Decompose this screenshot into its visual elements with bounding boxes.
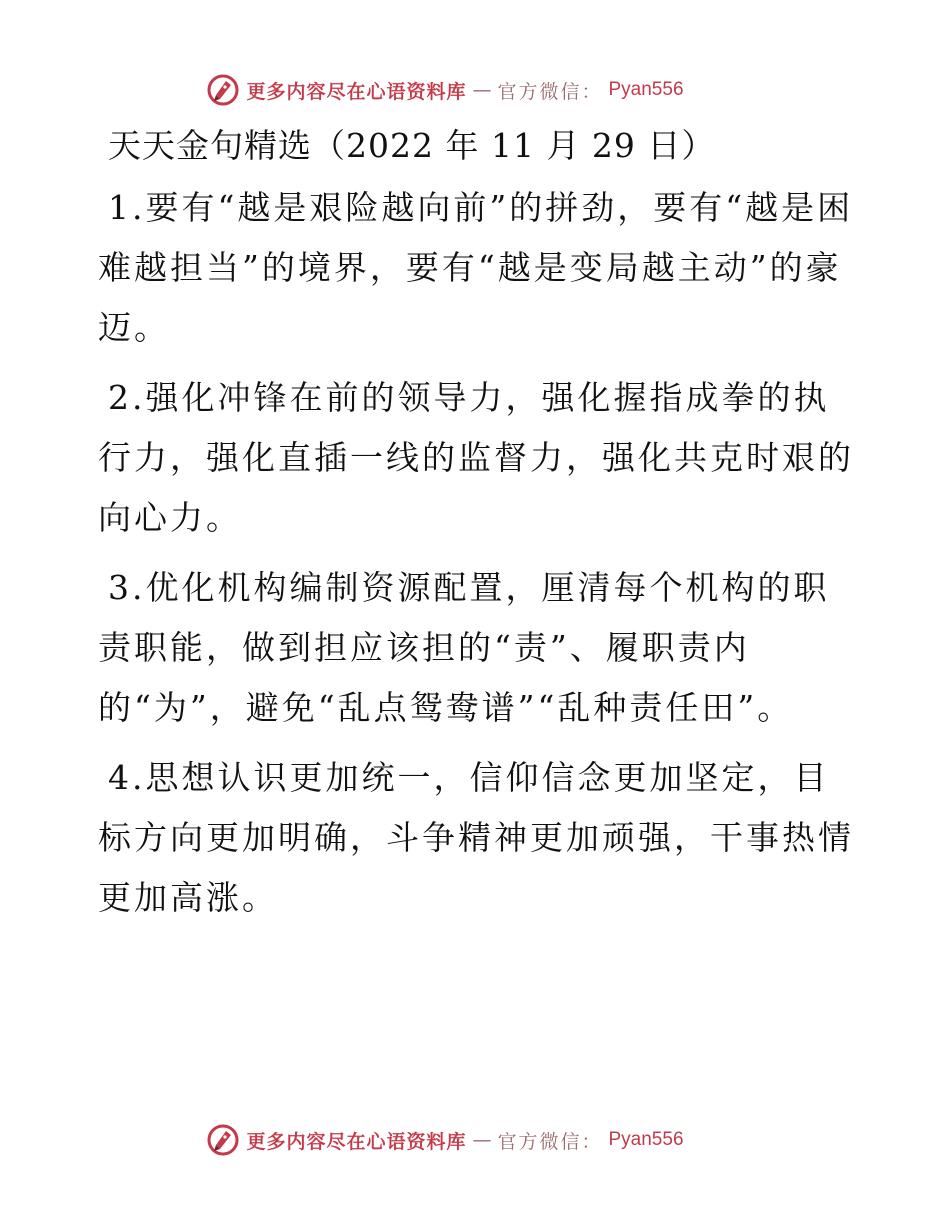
pen-nib-circle-icon — [206, 73, 240, 107]
header-banner — [0, 70, 950, 110]
quote-item-2: 2.强化冲锋在前的领导力，强化握指成拳的执行力，强化直插一线的监督力，强化共克时艰的向心力。 — [98, 378, 854, 537]
banner-dash: — — [472, 1129, 492, 1151]
banner-content — [206, 1123, 683, 1157]
banner-wechat-id: Pyan556 — [608, 1129, 684, 1150]
document-body — [98, 122, 858, 938]
quote-item-1: 1.要有“越是艰险越向前”的拼劲，要有“越是困难越担当”的境界，要有“越是变局越主动”的豪迈。 — [98, 188, 854, 347]
banner-sub: 官方微信： — [497, 80, 603, 103]
banner-dash: — — [472, 79, 492, 101]
banner-text: 更多内容尽在心语资料库 — [246, 1130, 467, 1153]
banner-wechat-id: Pyan556 — [608, 79, 684, 100]
document-title: 天天金句精选（2022 年 11 月 29 日） — [108, 126, 716, 165]
footer-banner — [0, 1120, 950, 1160]
banner-sub: 官方微信： — [497, 1130, 603, 1153]
quote-item-4: 4.思想认识更加统一，信仰信念更加坚定，目标方向更加明确，斗争精神更加顽强，干事热情更加高涨。 — [98, 758, 854, 917]
banner-text: 更多内容尽在心语资料库 — [246, 80, 467, 103]
quote-item-3: 3.优化机构编制资源配置，厘清每个机构的职责职能，做到担应该担的“责”、履职责内的“为”，避免“乱点鸳鸯谱”“乱种责任田”。 — [98, 568, 830, 727]
pen-nib-circle-icon — [206, 1123, 240, 1157]
banner-content — [206, 73, 683, 107]
